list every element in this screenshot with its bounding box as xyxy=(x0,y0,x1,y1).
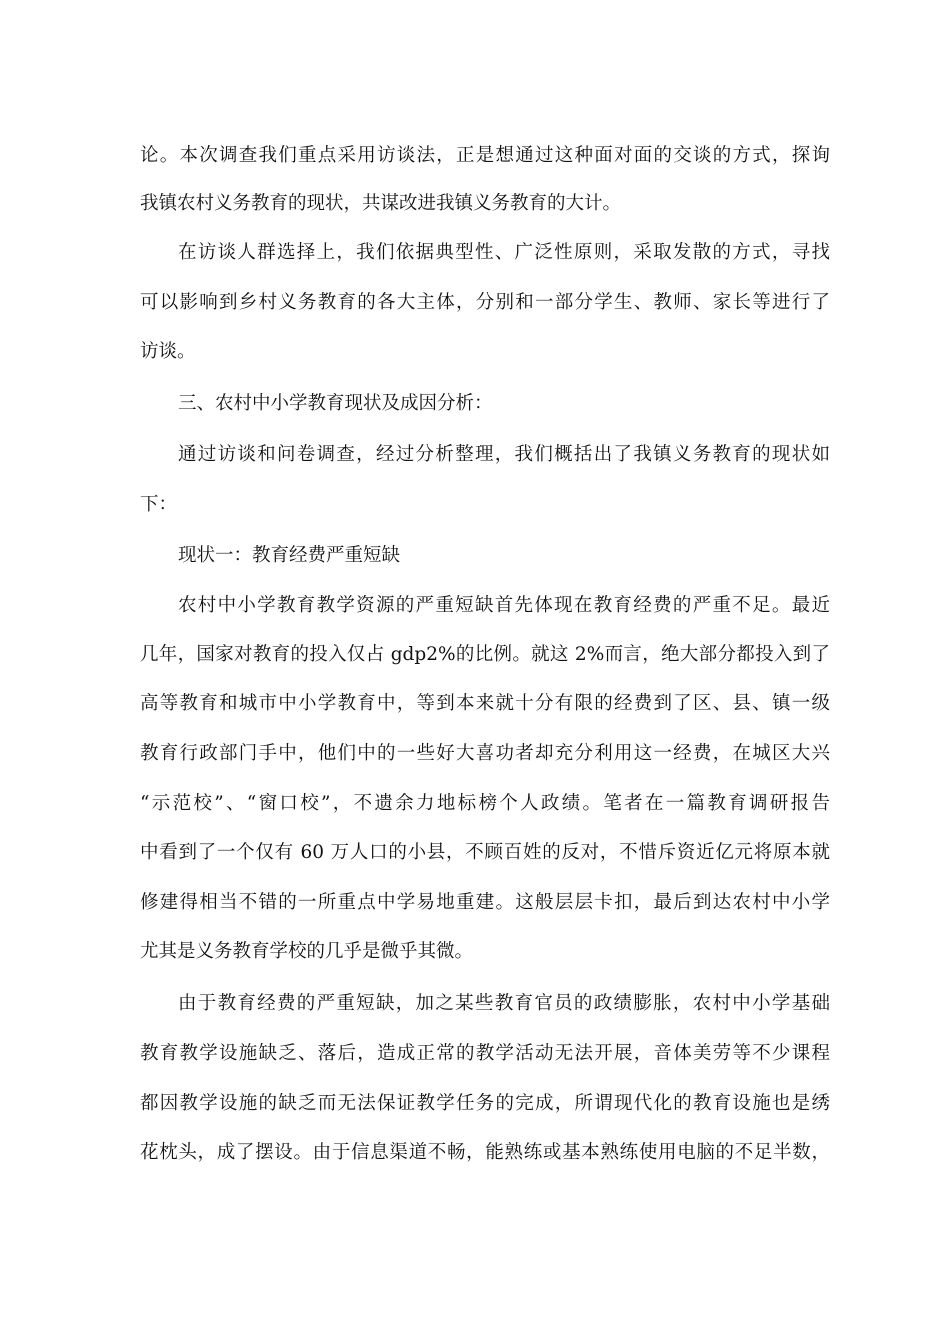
paragraph-line: 中看到了一个仅有 60 万人口的小县，不顾百姓的反对，不惜斥资近亿元将原本就 xyxy=(140,842,830,863)
paragraph-line: “示范校”、“窗口校”，不遗余力地标榜个人政绩。笔者在一篇教育调研报告 xyxy=(140,793,830,814)
paragraph-line: 访谈。 xyxy=(140,341,196,362)
paragraph-line: 在访谈人群选择上，我们依据典型性、广泛性原则，采取发散的方式，寻找 xyxy=(178,242,830,263)
paragraph-line: 我镇农村义务教育的现状，共谋改进我镇义务教育的大计。 xyxy=(140,193,622,214)
paragraph-line: 尤其是义务教育学校的几乎是微乎其微。 xyxy=(140,941,474,962)
paragraph-line: 农村中小学教育教学资源的严重短缺首先体现在教育经费的严重不足。最近 xyxy=(178,595,830,616)
paragraph-line: 高等教育和城市中小学教育中，等到本来就十分有限的经费到了区、县、镇一级 xyxy=(140,693,830,714)
paragraph-line: 修建得相当不错的一所重点中学易地重建。这般层层卡扣，最后到达农村中小学 xyxy=(140,892,830,913)
paragraph-line: 教育教学设施缺乏、落后，造成正常的教学活动无法开展，音体美劳等不少课程 xyxy=(140,1043,830,1064)
section-heading: 三、农村中小学教育现状及成因分析： xyxy=(178,393,493,414)
paragraph-line: 几年，国家对教育的投入仅占 gdp2%的比例。就这 2%而言，绝大部分都投入到了 xyxy=(140,644,830,665)
subsection-heading: 现状一：教育经费严重短缺 xyxy=(178,545,401,566)
paragraph-line: 通过访谈和问卷调查，经过分析整理，我们概括出了我镇义务教育的现状如 xyxy=(178,444,830,465)
paragraph-line: 论。本次调查我们重点采用访谈法，正是想通过这种面对面的交谈的方式，探询 xyxy=(140,145,830,166)
paragraph-line: 都因教学设施的缺乏而无法保证教学任务的完成，所谓现代化的教育设施也是绣 xyxy=(140,1093,830,1114)
paragraph-line: 下： xyxy=(140,494,178,515)
paragraph-line: 可以影响到乡村义务教育的各大主体，分别和一部分学生、教师、家长等进行了 xyxy=(140,292,830,313)
paragraph-line: 由于教育经费的严重短缺，加之某些教育官员的政绩膨胀，农村中小学基础 xyxy=(178,993,830,1014)
paragraph-line: 教育行政部门手中，他们中的一些好大喜功者却充分利用这一经费，在城区大兴 xyxy=(140,743,830,764)
paragraph-line: 花枕头，成了摆设。由于信息渠道不畅，能熟练或基本熟练使用电脑的不足半数， xyxy=(140,1142,830,1163)
